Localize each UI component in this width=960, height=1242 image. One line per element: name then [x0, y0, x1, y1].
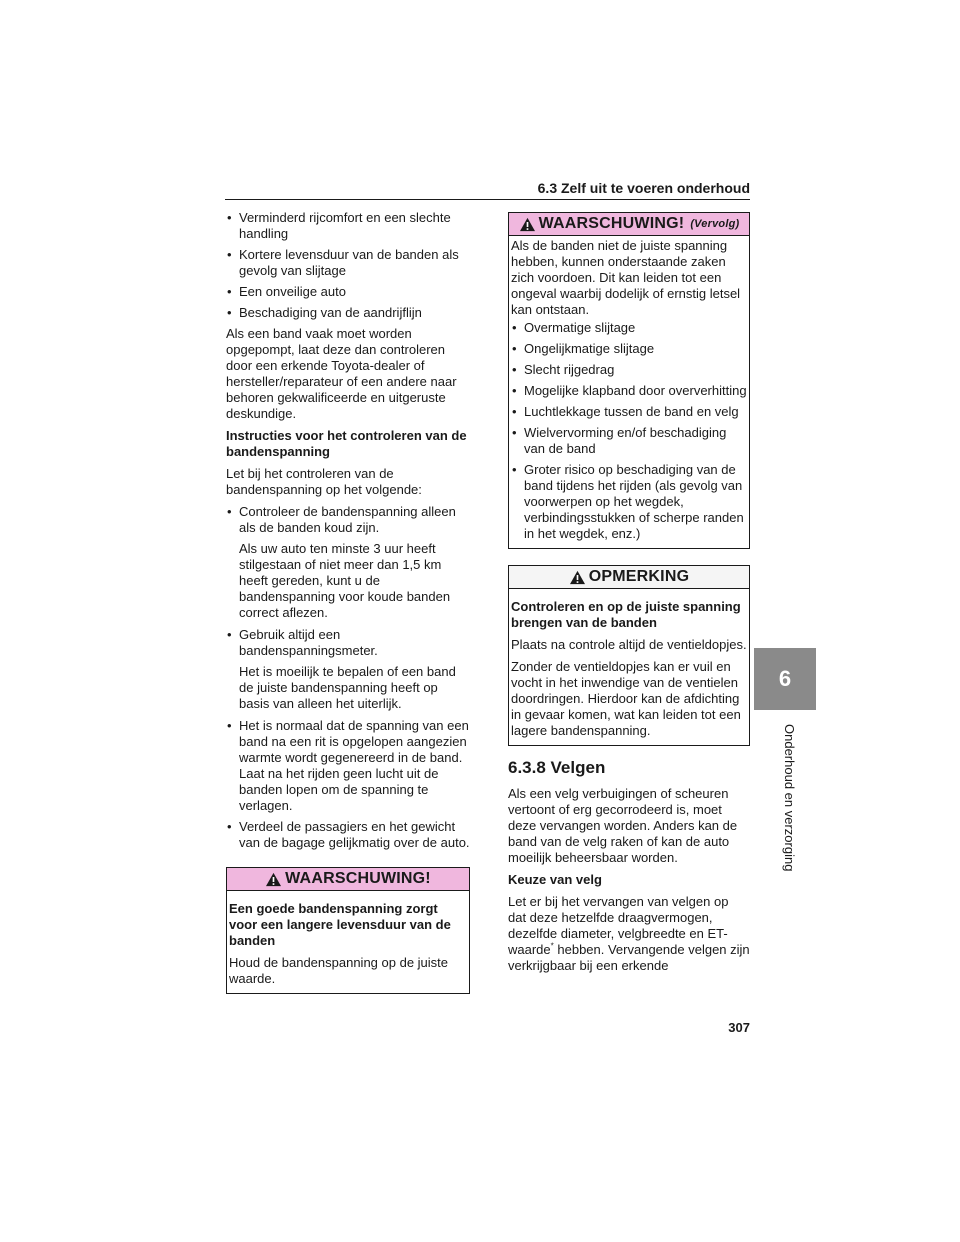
warning-heading: Een goede bandenspanning zorgt voor een langere levensduur van de banden — [229, 901, 451, 948]
warning-title: WAARSCHUWING! — [538, 215, 685, 232]
notice-header — [509, 566, 749, 589]
warning-continued-box — [508, 212, 750, 549]
notice-box — [508, 565, 750, 746]
paragraph: Let bij het controleren van de bandenspanning op het volgende: — [226, 466, 422, 497]
left-column — [226, 210, 470, 994]
list-item — [226, 819, 470, 851]
list-item: • Beschadiging van de aandrijflijn — [226, 305, 470, 321]
list-item — [226, 718, 470, 814]
risk-list — [511, 320, 747, 542]
chapter-tab: 6 — [754, 648, 816, 710]
warning-body — [509, 236, 749, 548]
list-item: • Kortere levensduur van de banden als gevolg van slijtage — [226, 247, 470, 279]
warning-title: WAARSCHUWING! — [285, 870, 431, 887]
consequence-list — [226, 210, 470, 321]
list-item: • Slecht rijgedrag — [511, 362, 747, 378]
notice-text: Zonder de ventieldopjes kan er vuil en vocht in het inwendige van de ventielen doordringen. Hierdoor kan de afdichting in gevaar komen, wat kan leiden tot een lagere bandenspanning. — [511, 659, 741, 738]
right-column — [508, 212, 750, 980]
list-item: • Mogelijke klapband door oververhitting — [511, 383, 747, 399]
warning-header — [509, 213, 749, 236]
notice-body — [509, 589, 749, 745]
warning-box — [226, 867, 470, 994]
list-item: • Groter risico op beschadiging van de band tijdens het rijden (als gevolg van voorwerpen op het wegdek, verbindingsstukken of scherpe randen in het wegdek, enz.) — [511, 462, 747, 542]
footnote-mark: * — [550, 941, 554, 951]
list-item: • Wielvervorming en/of beschadiging van de band — [511, 425, 747, 457]
section-title: 6.3.8 Velgen — [508, 758, 606, 777]
chapter-label: Onderhoud en verzorging — [782, 724, 797, 872]
list-item-note: Als uw auto ten minste 3 uur heeft stilgestaan of niet meer dan 1,5 km heeft gereden, kunt u de bandenspanning voor koude banden correct aflezen. — [239, 541, 451, 620]
continued-label: (Vervolg) — [690, 218, 740, 230]
list-item: • Overmatige slijtage — [511, 320, 747, 336]
list-item: • Luchtlekkage tussen de band en velg — [511, 404, 747, 420]
list-item-text: • Controleer de bandenspanning alleen als de banden koud zijn. — [239, 504, 456, 535]
warning-text: Houd de bandenspanning op de juiste waarde. — [229, 955, 449, 986]
list-item — [226, 627, 470, 712]
list-item: • Ongelijkmatige slijtage — [511, 341, 747, 357]
list-item-note: Het is moeilijk te bepalen of een band de juiste bandenspanning heeft op basis van alleen het uiterlijk. — [239, 664, 456, 711]
warning-icon — [265, 872, 282, 887]
subheading: Instructies voor het controleren van de bandenspanning — [226, 428, 467, 459]
notice-text: Plaats na controle altijd de ventieldopjes. — [511, 637, 747, 652]
warning-icon — [519, 217, 536, 232]
list-item: • Verminderd rijcomfort en een slechte handling — [226, 210, 470, 242]
warning-text: Als de banden niet de juiste spanning hebben, kunnen onderstaande zaken zich voordoen. Dit kan leiden tot een ongeval waarbij dodelijk of ernstig letsel kan ontstaan. — [511, 238, 741, 317]
paragraph-text: Let er bij het vervangen van velgen op dat deze hetzelfde draagvermogen, dezelfde diameter, velgbreedte en ET-waarde — [508, 894, 729, 957]
list-item — [226, 504, 470, 621]
check-list — [226, 504, 470, 851]
warning-header — [227, 868, 469, 891]
header-rule — [225, 199, 750, 200]
subheading: Keuze van velg — [508, 872, 602, 887]
page-number: 307 — [728, 1020, 750, 1035]
list-item-text: • Het is normaal dat de spanning van een band na een rit is opgelopen aangezien warmte wordt gegenereerd in de band. Laat na het rijden geen lucht uit de banden lopen om de spanning te verlagen. — [239, 718, 469, 813]
paragraph — [508, 894, 750, 974]
notice-icon — [569, 570, 586, 585]
warning-body — [227, 891, 469, 993]
paragraph-text: hebben. Vervangende velgen zijn verkrijgbaar bij een erkende — [508, 942, 750, 973]
paragraph: Als een band vaak moet worden opgepompt, laat deze dan controleren door een erkende Toyota-dealer of hersteller/reparateur of een andere naar behoren gekwalificeerde en uitgeruste deskundige. — [226, 326, 457, 421]
list-item: • Een onveilige auto — [226, 284, 470, 300]
list-item-text: • Verdeel de passagiers en het gewicht van de bagage gelijkmatig over de auto. — [239, 819, 470, 850]
notice-title: OPMERKING — [588, 568, 690, 585]
notice-heading: Controleren en op de juiste spanning brengen van de banden — [511, 599, 741, 630]
paragraph: Als een velg verbuigingen of scheuren vertoont of erg gecorrodeerd is, moet deze vervangen worden. Anders kan de band van de velg raken of kan de auto moeilijk beheersbaar worden. — [508, 786, 738, 865]
section-header: 6.3 Zelf uit te voeren onderhoud — [537, 180, 750, 196]
list-item-text: • Gebruik altijd een bandenspanningsmeter. — [239, 627, 378, 658]
